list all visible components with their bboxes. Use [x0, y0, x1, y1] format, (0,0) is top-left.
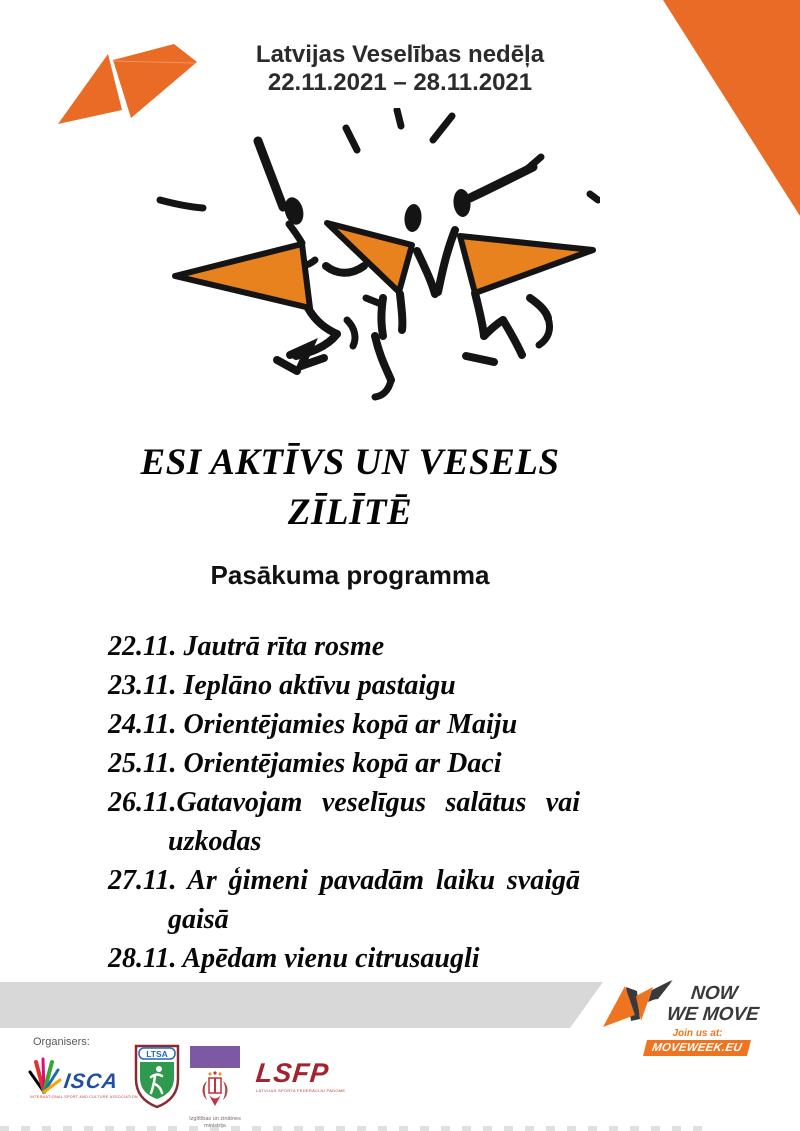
nowwemove-line2: WE MOVE	[665, 1004, 760, 1025]
program-item: 24.11. Orientējamies kopā ar Maiju	[108, 709, 518, 740]
nowwemove-wordmark	[666, 983, 780, 1025]
isca-wordmark: ISCA	[62, 1070, 120, 1093]
ministry-crest-icon	[198, 1071, 232, 1109]
corner-triangle-decoration	[663, 0, 800, 216]
program-item: 28.11. Apēdam vienu citrusaugli	[108, 943, 480, 974]
poster-title-line2: ZĪLĪTĒ	[287, 492, 413, 533]
lsfp-caption: LATVIJAS SPORTA FEDERĀCIJU PADOME	[256, 1088, 346, 1093]
triangle-left	[175, 244, 310, 308]
program-item: 27.11. Ar ģimeni pavadām laiku svaigā gaisā	[108, 865, 580, 935]
footer-gray-band	[0, 982, 603, 1028]
nowwemove-footer-logo-icon	[600, 978, 676, 1032]
isca-caption: INTERNATIONAL SPORT AND CULTURE ASSOCIATION	[30, 1095, 138, 1099]
poster-title-line1: ESI AKTĪVS UN VESELS	[140, 442, 560, 483]
program-heading: Pasākuma programma	[210, 560, 490, 590]
svg-text:LTSA: LTSA	[146, 1049, 168, 1059]
organisers-label: Organisers:	[33, 1036, 90, 1048]
program-item: 25.11. Orientējamies kopā ar Daci	[108, 748, 502, 779]
program-item: 26.11.Gatavojam veselīgus salātus vai uzkodas	[108, 787, 580, 857]
poster-title	[100, 438, 600, 538]
isca-logo	[28, 1056, 138, 1099]
event-week-title: Latvijas Veselības nedēļa	[255, 41, 545, 68]
triangle-right	[460, 236, 593, 293]
program-item: 23.11. Ieplāno aktīvu pastaigu	[108, 670, 456, 701]
moveweek-banner	[643, 1040, 751, 1056]
isca-burst-icon	[28, 1056, 62, 1094]
ministry-logo	[184, 1046, 246, 1130]
ministry-caption: Izglītības un zinātnes ministrija	[189, 1116, 241, 1129]
event-week-dates: 22.11.2021 – 28.11.2021	[267, 69, 533, 96]
join-us-label: Join us at:	[672, 1028, 723, 1039]
event-week-header	[200, 41, 600, 97]
program-item: 22.11. Jautrā rīta rosme	[108, 631, 385, 662]
moveweek-url: MOVEWEEK.EU	[651, 1042, 743, 1054]
cutoff-text-strip	[0, 1126, 710, 1131]
dash	[346, 128, 357, 150]
ministry-purple-block	[190, 1046, 240, 1068]
nowwemove-line1: NOW	[690, 983, 739, 1004]
program-list	[108, 627, 580, 978]
lsfp-wordmark: LSFP	[254, 1058, 331, 1088]
stick-figures-illustration	[150, 108, 600, 408]
ltsa-logo	[131, 1041, 183, 1113]
lsfp-logo	[256, 1060, 366, 1093]
triangle-middle	[327, 223, 412, 292]
